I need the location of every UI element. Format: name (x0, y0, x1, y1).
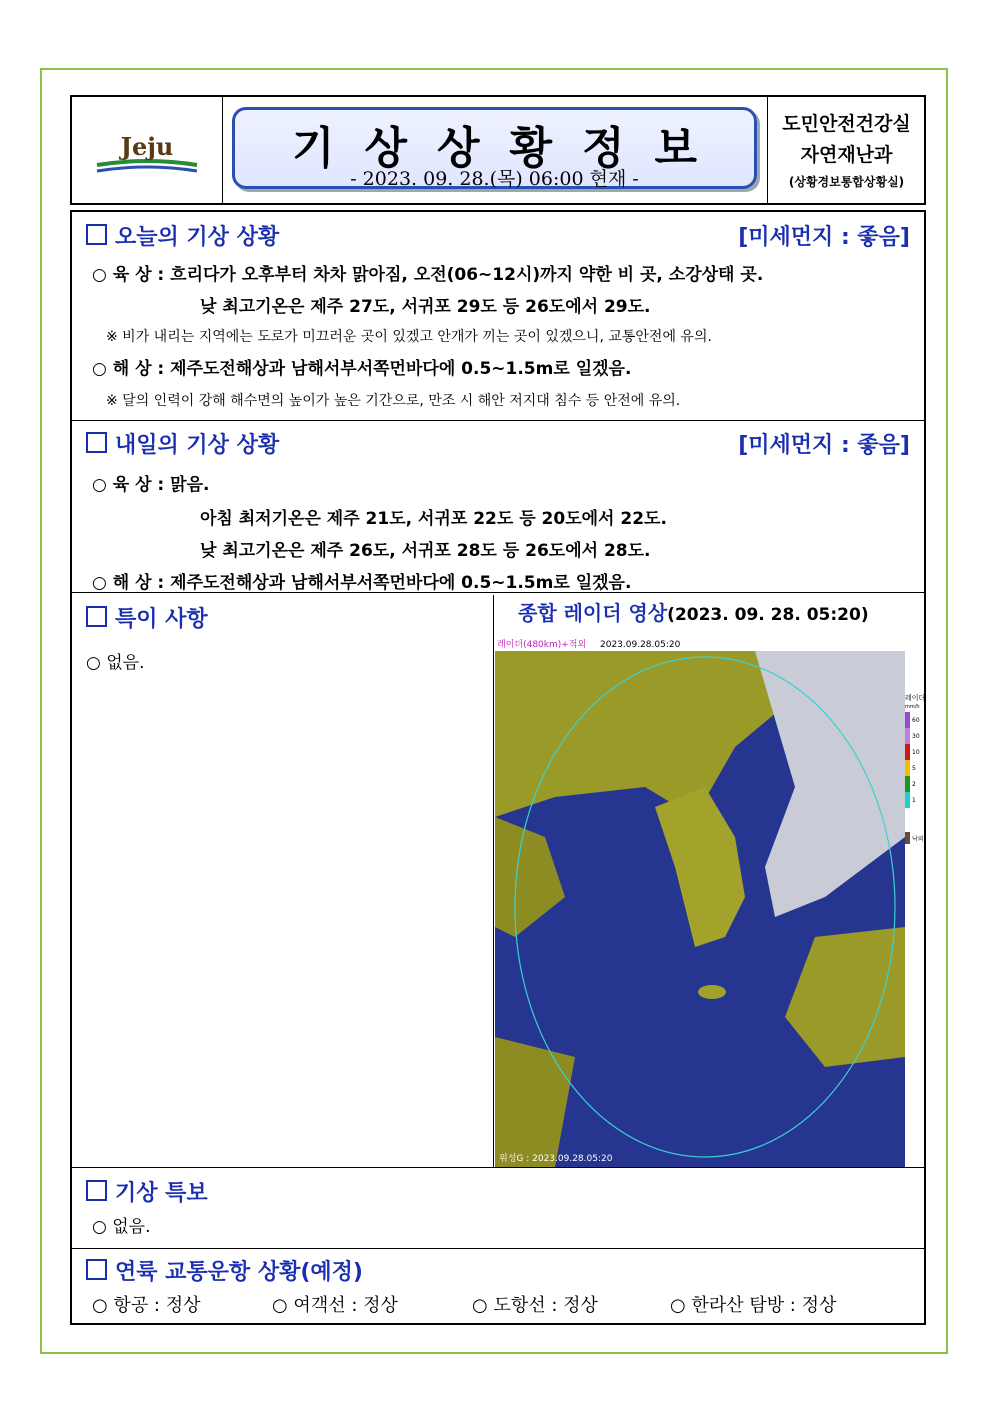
special-title: 특이 사항 (86, 602, 208, 633)
checkbox-icon (86, 224, 107, 245)
column-divider (493, 595, 494, 1167)
department-cell (767, 97, 925, 203)
logo-text: Jeju (120, 132, 174, 161)
today-land-2: 낮 최고기온은 제주 27도, 서귀포 29도 등 26도에서 29도. (200, 297, 651, 317)
tomorrow-land-3: 낮 최고기온은 제주 26도, 서귀포 28도 등 26도에서 28도. (200, 541, 651, 561)
traffic-title: 연륙 교통운항 상황(예정) (86, 1255, 363, 1286)
legend-value: 2 (912, 781, 916, 788)
legend-value: 10 (912, 749, 920, 756)
jeju-logo (92, 127, 202, 177)
radar-caption-bottom: 위성G : 2023.09.28.05:20 (499, 1154, 613, 1164)
traffic-island-ferry: ○ 도항선 : 정상 (472, 1295, 598, 1316)
tomorrow-land-2: 아침 최저기온은 제주 21도, 서귀포 22도 등 20도에서 22도. (200, 509, 667, 529)
legend-value: 5 (912, 765, 916, 772)
tomorrow-sea: ○ 해 상 : 제주도전해상과 남해서부서쪽먼바다에 0.5~1.5m로 일겠음. (92, 573, 632, 593)
legend-value: 60 (912, 717, 920, 724)
legend-unit: mm/h (905, 704, 920, 710)
traffic-airline: ○ 항공 : 정상 (92, 1295, 201, 1316)
radar-title: 종합 레이더 영상(2023. 09. 28. 05:20) (518, 601, 869, 625)
warning-title: 기상 특보 (86, 1176, 208, 1207)
legend-value: 1 (912, 797, 916, 804)
warning-section (72, 1167, 924, 1249)
radar-caption-top: 레이더(480km)+적외 (497, 640, 587, 650)
tomorrow-section (72, 420, 924, 593)
today-note-1: ※ 비가 내리는 지역에는 도로가 미끄러운 곳이 있겠고 안개가 끼는 곳이 있겠으니, 교통안전에 유의. (106, 329, 712, 345)
today-title: 오늘의 기상 상황 (86, 220, 279, 251)
special-content: ○ 없음. (86, 653, 145, 673)
logo-cell (72, 97, 223, 203)
checkbox-icon (86, 1259, 107, 1280)
today-land: ○ 육 상 : 흐리다가 오후부터 차차 맑아짐, 오전(06~12시)까지 약한 비 곳, 소강상태 곳. (92, 265, 764, 285)
main-table (70, 210, 926, 1325)
traffic-section (72, 1247, 924, 1323)
header (70, 95, 926, 205)
checkbox-icon (86, 606, 107, 627)
checkbox-icon (86, 432, 107, 453)
title-box (232, 107, 757, 189)
warning-content: ○ 없음. (92, 1217, 151, 1237)
tomorrow-title: 내일의 기상 상황 (86, 428, 279, 459)
checkbox-icon (86, 1180, 107, 1201)
radar-legend (905, 692, 925, 892)
legend-fall: 낙뢰 (912, 836, 924, 843)
tomorrow-dust: [미세먼지 : 좋음] (738, 433, 910, 458)
dept-line-3: (상황경보통합상황실) (788, 175, 905, 189)
page-subtitle: - 2023. 09. 28.(목) 06:00 현재 - (350, 168, 639, 190)
legend-title: 레이더 (905, 694, 925, 702)
today-note-2: ※ 달의 인력이 강해 해수면의 높이가 높은 기간으로, 만조 시 해안 저지대 침수 등 안전에 유의. (106, 393, 681, 409)
traffic-ferry: ○ 여객선 : 정상 (272, 1295, 398, 1316)
legend-value: 30 (912, 733, 920, 740)
today-sea: ○ 해 상 : 제주도전해상과 남해서부서쪽먼바다에 0.5~1.5m로 일겠음. (92, 359, 632, 379)
tomorrow-land: ○ 육 상 : 맑음. (92, 475, 210, 495)
dept-line-2: 자연재난과 (800, 144, 893, 166)
radar-caption-time: 2023.09.28.05:20 (600, 640, 681, 650)
dept-line-1: 도민안전건강실 (782, 113, 911, 135)
radar-image (495, 637, 905, 1167)
page-title: 기상상황정보 (291, 123, 728, 174)
today-dust: [미세먼지 : 좋음] (738, 225, 910, 250)
traffic-hallasan: ○ 한라산 탐방 : 정상 (670, 1295, 837, 1316)
today-section (72, 212, 924, 421)
